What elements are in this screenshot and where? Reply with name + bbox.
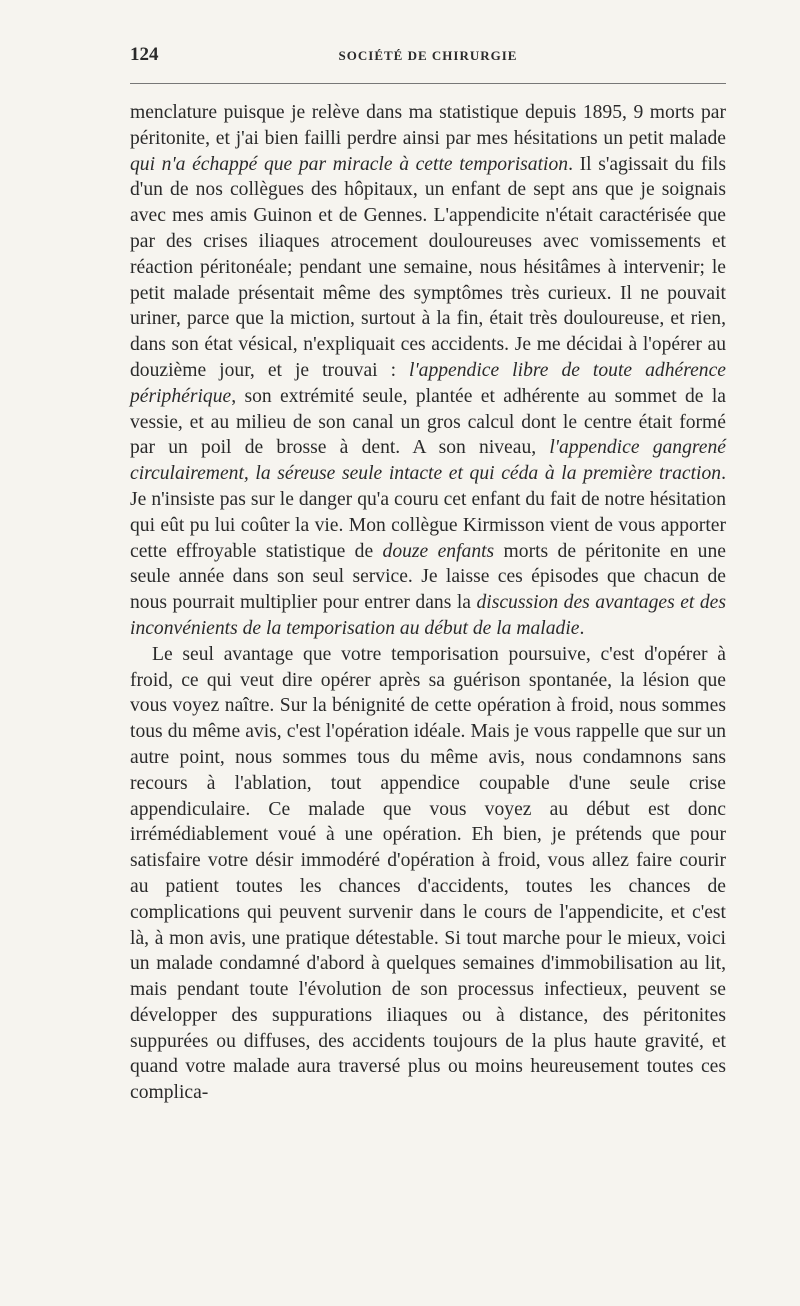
italic-text: douze enfants <box>382 540 495 562</box>
page-number: 124 <box>130 44 159 65</box>
paragraph <box>130 100 726 642</box>
text-span: . Il s'agissait du fils d'un de nos collègues des hôpitaux, un enfant de sept ans que je soignais avec mes amis Guinon et de Gennes. L'appendicite n'était caractérisée que par des crises iliaques atrocement douloureuses avec vomissements et réaction péritonéale; pendant une semaine, nous hésitâmes à intervenir; le petit malade présentait même des symptômes très curieux. Il ne pouvait uriner, parce que la miction, surtout à la fin, était très douloureuse, et rien, dans son état vésical, n'expliquait ces accidents. Je me décidai à l'opérer au douzième jour, et je trouvai : <box>130 153 726 381</box>
italic-text: l'appendice libre de toute adhérence périphérique <box>130 359 726 407</box>
text-span: . Je n'insiste pas sur le danger qu'a couru cet enfant du fait de notre hésitation qui eût pu lui coûter la vie. Mon collègue Kirmisson vient de vous apporter cette effroyable statistique de <box>130 463 726 562</box>
italic-text: l'appendice gangrené circulairement, la séreuse seule intacte et qui céda à la première traction <box>130 437 726 485</box>
text-span: Le seul avantage que votre temporisation poursuive, c'est d'opérer à froid, ce qui veut dire opérer après sa guérison spontanée, la lésion que vous voyez naître. Sur la bénignité de cette opération à froid, nous sommes tous du même avis, c'est l'opération idéale. Mais je vous rappelle que sur un autre point, nous sommes tous du même avis, nous condamnons sans recours à l'ablation, tout appendice coupable d'une seule crise appendiculaire. Ce malade que vous voyez au début est donc irrémédiablement voué à une opération. Eh bien, je prétends que pour satisfaire votre désir immodéré d'opération à froid, vous allez faire courir au patient toutes les chances d'accidents, toutes les chances de complications qui peuvent survenir dans le cours de l'appendicite, et c'est là, à mon avis, une pratique détestable. Si tout marche pour le mieux, voici un malade condamné d'abord à quelques semaines d'immobilisation au lit, mais pendant toute l'évolution de son processus infectieux, peuvent se développer des suppurations iliaques ou à distance, des péritonites suppurées ou diffuses, des accidents toujours de la plus haute gravité, et quand votre malade aura traversé plus ou moins heureusement toutes ces complica- <box>130 643 726 1104</box>
italic-text: qui n'a échappé que par miracle à cette temporisation <box>130 153 569 175</box>
text-span: menclature puisque je relève dans ma statistique depuis 1895, 9 morts par péritonite, et j'ai bien failli perdre ainsi par mes hésitations un petit malade <box>130 102 726 149</box>
text-span: , son extrémité seule, plantée et adhérente au sommet de la vessie, et au milieu de son canal un gros calcul dont le centre était formé par un poil de brosse à dent. A son niveau, <box>130 385 726 459</box>
text-span: morts de péritonite en une seule année dans son seul service. Je laisse ces épisodes que chacun de nous pourrait multiplier pour entrer dans la <box>130 540 726 614</box>
header-rule <box>130 83 726 84</box>
paragraph <box>130 642 726 1106</box>
page-header <box>130 44 726 74</box>
body-text <box>130 100 726 1106</box>
text-span: . <box>579 617 585 639</box>
italic-text: discussion des avantages et des inconvénients de la temporisation au début de la maladie <box>130 592 726 639</box>
running-head: SOCIÉTÉ DE CHIRURGIE <box>338 48 518 63</box>
